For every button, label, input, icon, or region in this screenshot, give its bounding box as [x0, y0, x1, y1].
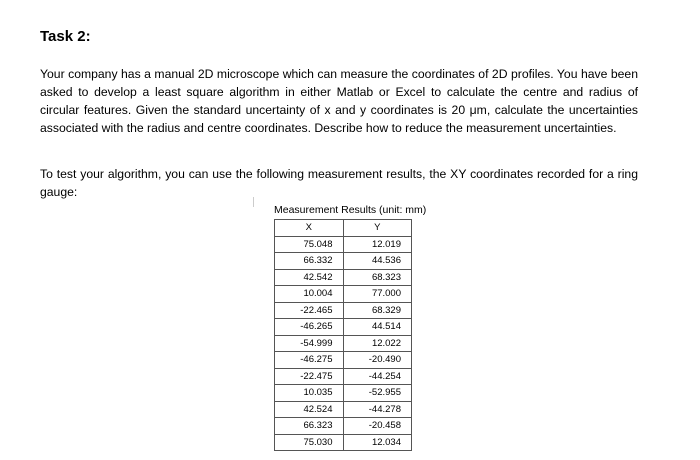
x-value: -22.465: [275, 302, 344, 319]
table-row: [275, 418, 412, 435]
table-row: [275, 269, 412, 286]
task-description: Your company has a manual 2D microscope which can measure the coordinates of 2D profiles. You have been asked to develop a least square algorithm in either Matlab or Excel to calculate the centre and radius of circular features. Given the standard uncertainty of x and y coordinates is 20 μm, calculate the uncertainties associated with the radius and centre coordinates. Describe how to reduce the measurement uncertainties.: [40, 67, 638, 135]
table-row: [275, 335, 412, 352]
x-value: 75.030: [275, 434, 344, 451]
table-header-row: [275, 220, 412, 237]
y-value: 68.329: [343, 302, 412, 319]
x-value: 66.323: [275, 418, 344, 435]
test-instructions: To test your algorithm, you can use the following measurement results, the XY coordinates recorded for a ring gauge:: [40, 167, 638, 199]
y-value: -44.254: [343, 368, 412, 385]
table-row: [275, 286, 412, 303]
table-row: [275, 302, 412, 319]
x-value: -46.275: [275, 352, 344, 369]
table-row: [275, 319, 412, 336]
x-value: 42.524: [275, 401, 344, 418]
x-value: 10.004: [275, 286, 344, 303]
x-value: 66.332: [275, 253, 344, 270]
table-row: [275, 236, 412, 253]
y-value: 77.000: [343, 286, 412, 303]
table-row: [275, 401, 412, 418]
y-value: 12.019: [343, 236, 412, 253]
y-value: -52.955: [343, 385, 412, 402]
x-value: -54.999: [275, 335, 344, 352]
y-value: 68.323: [343, 269, 412, 286]
y-value: -20.490: [343, 352, 412, 369]
measurement-table: [274, 219, 412, 451]
table-row: [275, 434, 412, 451]
y-value: 12.022: [343, 335, 412, 352]
table-row: [275, 368, 412, 385]
x-value: -22.475: [275, 368, 344, 385]
table-row: [275, 352, 412, 369]
table-row: [275, 253, 412, 270]
divider-mark: [253, 197, 254, 207]
x-value: -46.265: [275, 319, 344, 336]
measurement-table-block: [274, 203, 444, 451]
x-value: 75.048: [275, 236, 344, 253]
table-caption: Measurement Results (unit: mm): [274, 204, 427, 216]
x-value: 42.542: [275, 269, 344, 286]
y-value: -20.458: [343, 418, 412, 435]
y-value: 12.034: [343, 434, 412, 451]
column-header-x: X: [275, 220, 344, 237]
y-value: 44.514: [343, 319, 412, 336]
table-row: [275, 385, 412, 402]
task-title: Task 2:: [40, 28, 91, 45]
y-value: 44.536: [343, 253, 412, 270]
y-value: -44.278: [343, 401, 412, 418]
column-header-y: Y: [343, 220, 412, 237]
x-value: 10.035: [275, 385, 344, 402]
